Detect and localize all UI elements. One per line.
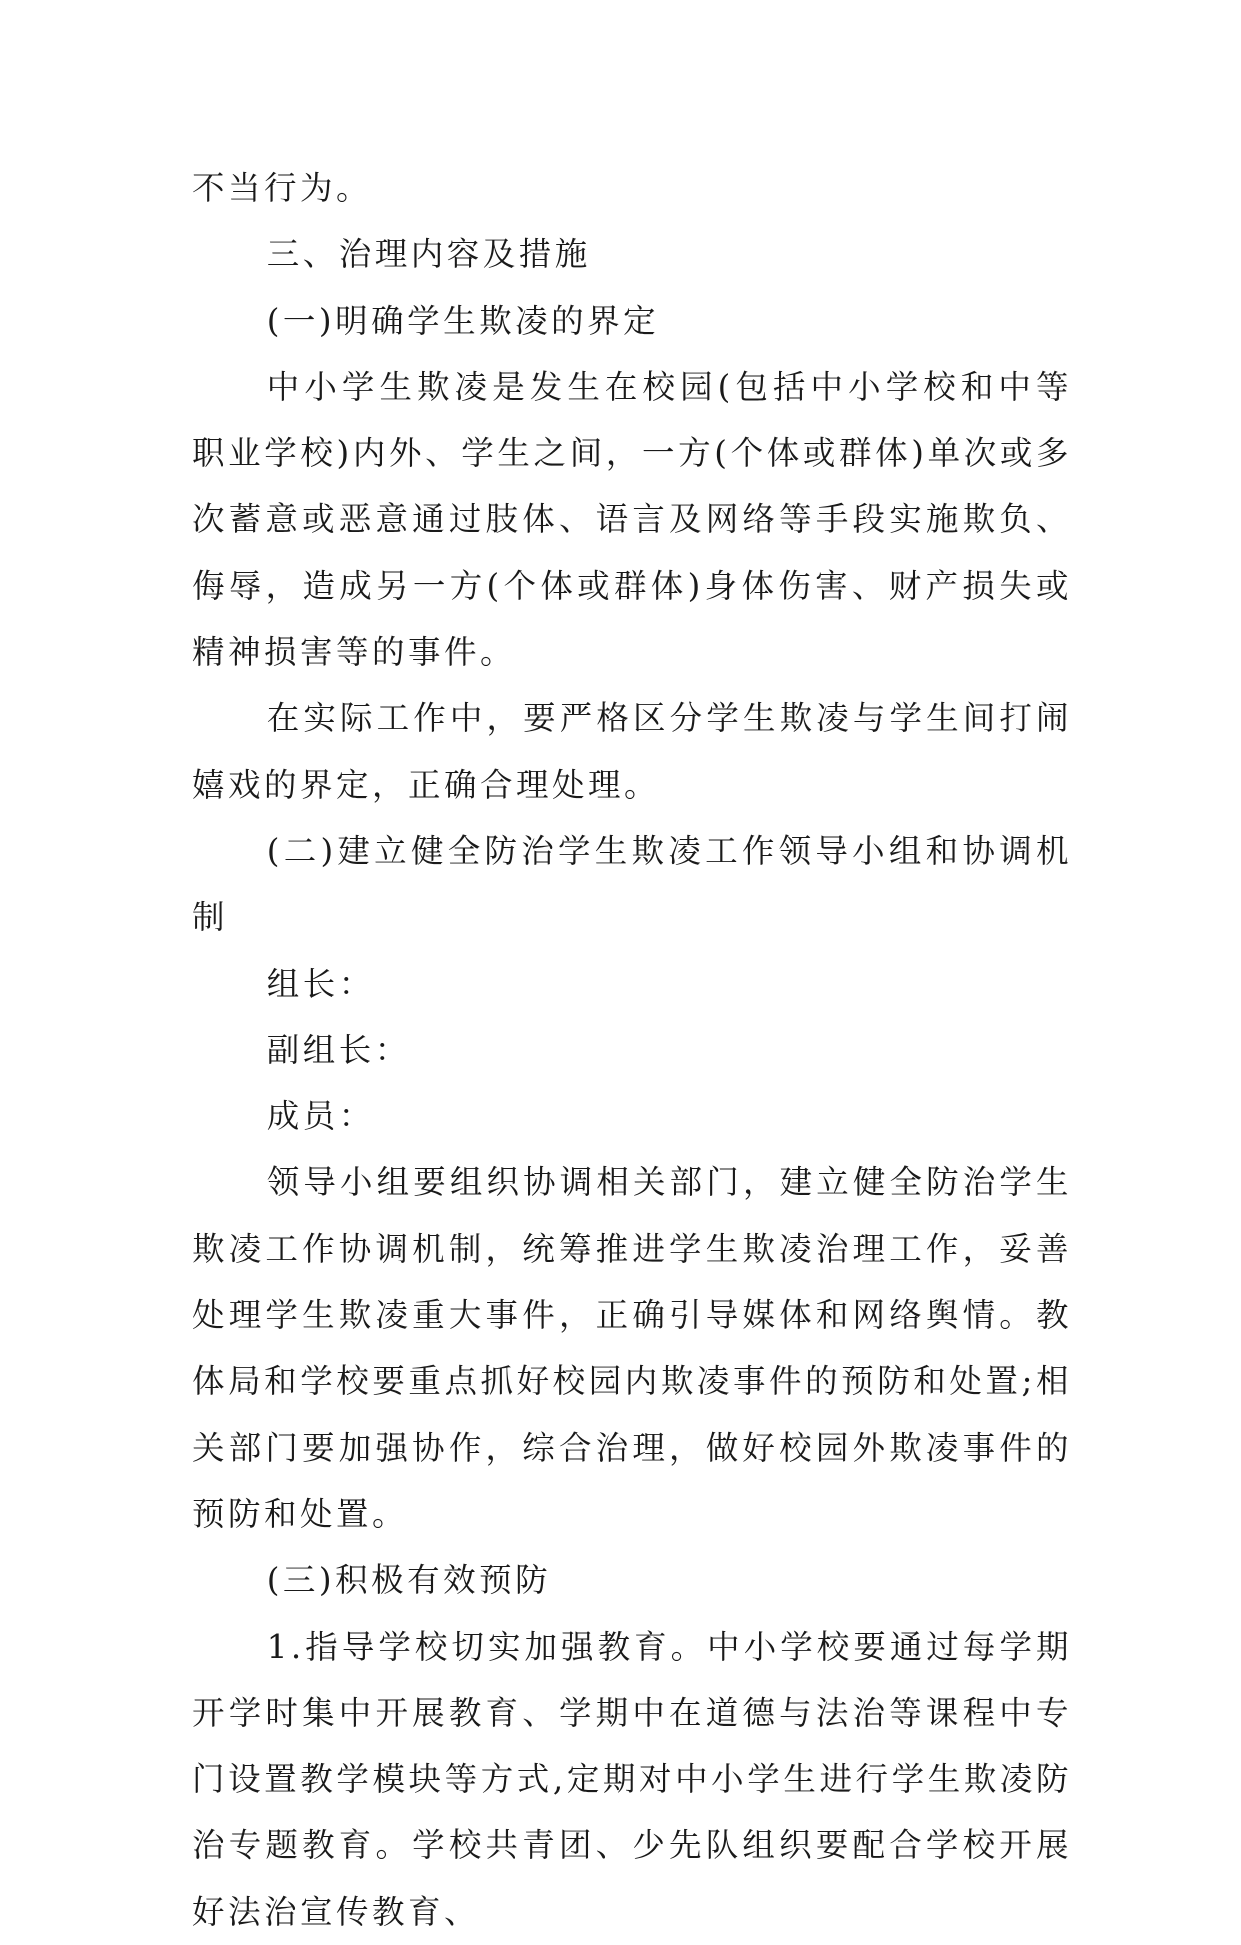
section-heading-3: 三、治理内容及措施: [266, 235, 591, 274]
document-body: [192, 155, 1072, 1945]
leader-label: 组长：: [266, 964, 375, 1003]
subsection-heading-2: (二)建立健全防治学生欺凌工作领导小组和协调机制: [192, 831, 1072, 937]
paragraph-continuation: 不当行为。: [192, 169, 373, 207]
paragraph-leadership-duties: 领导小组要组织协调相关部门，建立健全防治学生欺凌工作协调机制，统筹推进学生欺凌治理工作，妥善处理学生欺凌重大事件，正确引导媒体和网络舆情。教体局和学校要重点抓好校园内欺凌事件的预防和处置;相关部门要加强协作，综合治理，做好校园外欺凌事件的预防和处置。: [192, 1163, 1072, 1533]
deputy-leader-label: 副组长：: [266, 1030, 411, 1069]
paragraph-education: 1.指导学校切实加强教育。中小学校要通过每学期开学时集中开展教育、学期中在道德与法治等课程中专门设置教学模块等方式,定期对中小学生进行学生欺凌防治专题教育。学校共青团、少先队组织要配合学校开展好法治宣传教育、: [192, 1627, 1072, 1931]
members-label: 成员：: [266, 1097, 375, 1136]
paragraph-definition: 中小学生欺凌是发生在校园(包括中小学校和中等职业学校)内外、学生之间，一方(个体或群体)单次或多次蓄意或恶意通过肢体、语言及网络等手段实施欺负、侮辱，造成另一方(个体或群体)身体伤害、财产损失或精神损害等的事件。: [192, 367, 1072, 672]
paragraph-distinction: 在实际工作中，要严格区分学生欺凌与学生间打闹嬉戏的界定，正确合理处理。: [192, 699, 1072, 804]
subsection-heading-3: (三)积极有效预防: [266, 1561, 552, 1600]
subsection-heading-1: (一)明确学生欺凌的界定: [266, 301, 660, 340]
